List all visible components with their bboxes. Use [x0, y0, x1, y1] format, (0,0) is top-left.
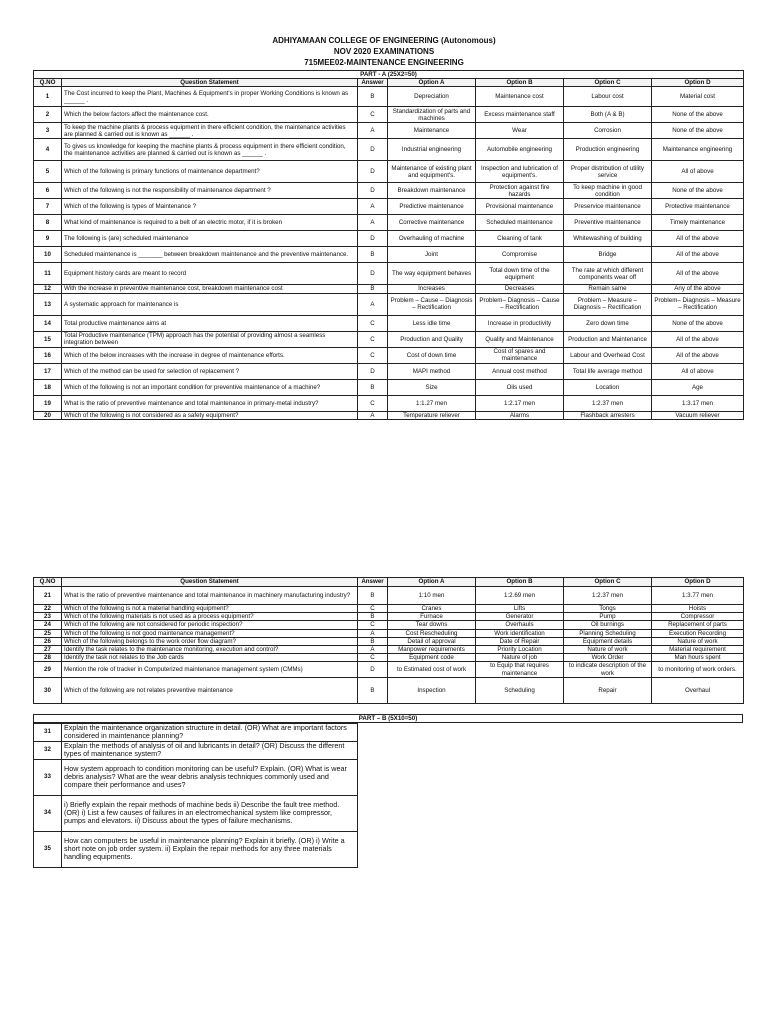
option-a: Industrial engineering [388, 139, 476, 161]
question-statement: To gives us knowledge for keeping the machine plants & process equipment in there efficient condition, the maintenance activities are planned & carried out is known as ______ . [62, 139, 358, 161]
option-c: Equipment details [564, 637, 652, 645]
answer-key: A [358, 629, 388, 637]
option-d: Timely maintenance [652, 215, 744, 231]
col-option-a: Option A [388, 79, 476, 87]
answer-key: B [358, 87, 388, 107]
question-number: 19 [34, 395, 62, 411]
col-option-b: Option B [476, 578, 564, 587]
college-title: ADHIYAMAAN COLLEGE OF ENGINEERING (Autonomous) [272, 36, 496, 45]
option-d: None of the above [652, 107, 744, 123]
option-c: Work Order [564, 654, 652, 662]
question-number: 12 [34, 285, 62, 293]
table-row [34, 215, 744, 231]
question-number: 16 [34, 347, 62, 363]
option-d: Overhaul [652, 677, 744, 703]
option-a: Maintenance [388, 123, 476, 139]
answer-key: D [358, 662, 388, 677]
answer-key: C [358, 605, 388, 613]
option-a: to Estimated cost of work [388, 662, 476, 677]
option-b: Generator [476, 613, 564, 621]
option-a: 1:10 men [388, 587, 476, 605]
answer-key: C [358, 331, 388, 347]
table-row [34, 161, 744, 183]
option-c: 1:2.37 men [564, 587, 652, 605]
option-d: None of the above [652, 183, 744, 199]
option-c: Flashback arresters [564, 411, 652, 419]
question-number: 3 [34, 123, 62, 139]
question-statement: Which of the following belongs to the work order flow diagram? [62, 637, 358, 645]
table-row [34, 621, 744, 629]
answer-key: C [358, 654, 388, 662]
option-a: Equipment code [388, 654, 476, 662]
option-c: Zero down time [564, 315, 652, 331]
option-b: Work identification [476, 629, 564, 637]
table-row [34, 795, 358, 831]
option-c: Repair [564, 677, 652, 703]
option-b: Nature of job [476, 654, 564, 662]
table-row [34, 831, 358, 867]
table-row [34, 613, 744, 621]
table-row [34, 247, 744, 263]
option-a: Problem – Cause – Diagnosis – Rectification [388, 293, 476, 315]
option-d: to monitoring of work orders. [652, 662, 744, 677]
part-b-table [33, 714, 358, 868]
question-statement: Which of the following are not relates preventive maintenance [62, 677, 358, 703]
question-number: 8 [34, 215, 62, 231]
option-d: None of the above [652, 123, 744, 139]
question-number: 5 [34, 161, 62, 183]
question-statement: What is the ratio of preventive maintenance and total maintenance in primary-metal industry? [62, 395, 358, 411]
table-row [34, 379, 744, 395]
option-d: All of above [652, 161, 744, 183]
option-b: Quality and Maintenance [476, 331, 564, 347]
col-qno: Q.NO [34, 79, 62, 87]
option-c: The rate at which different components wear off [564, 263, 652, 285]
question-statement: Which of the below increases with the increase in degree of maintenance efforts. [62, 347, 358, 363]
question-statement: Which of the following is not good maintenance management? [62, 629, 358, 637]
table-row [34, 759, 358, 795]
table-row [34, 139, 744, 161]
question-number: 9 [34, 231, 62, 247]
option-c: Proper distribution of utility service [564, 161, 652, 183]
option-a: 1:1.27 men [388, 395, 476, 411]
option-d: All of the above [652, 331, 744, 347]
mcq-table-1 [33, 70, 744, 420]
option-c: Bridge [564, 247, 652, 263]
option-a: Joint [388, 247, 476, 263]
table-row [34, 199, 744, 215]
option-c: Preventive maintenance [564, 215, 652, 231]
option-b: Inspection and lubrication of equipment's. [476, 161, 564, 183]
question-number: 15 [34, 331, 62, 347]
exam-title: NOV 2020 EXAMINATIONS [333, 47, 435, 56]
question-statement: With the increase in preventive maintenance cost, breakdown maintenance cost [62, 285, 358, 293]
table-row [34, 605, 744, 613]
option-c: To keep machine in good condition [564, 183, 652, 199]
option-b: Total down time of the equipment [476, 263, 564, 285]
option-a: Breakdown maintenance [388, 183, 476, 199]
option-b: Problem– Diagnosis – Cause – Rectification [476, 293, 564, 315]
option-b: 1:2.69 men [476, 587, 564, 605]
option-d: Material cost [652, 87, 744, 107]
option-c: Production engineering [564, 139, 652, 161]
question-statement: i) Briefly explain the repair methods of machine beds ii) Describe the fault tree method. (OR) i) List a few causes of failures in an electromechanical system like compressor, pumps and elevators. ii) Discuss about the types of failure mechanisms. [62, 795, 358, 831]
option-c: Preservice maintenance [564, 199, 652, 215]
option-b: Increase in productivity [476, 315, 564, 331]
answer-key: A [358, 293, 388, 315]
question-number: 11 [34, 263, 62, 285]
question-number: 6 [34, 183, 62, 199]
table-row [34, 315, 744, 331]
col-option-c: Option C [564, 79, 652, 87]
col-option-a: Option A [388, 578, 476, 587]
question-number: 27 [34, 646, 62, 654]
question-statement: Which of the following is primary functions of maintenance department? [62, 161, 358, 183]
option-d: Maintenance engineering [652, 139, 744, 161]
answer-key: B [358, 587, 388, 605]
col-qno: Q.NO [34, 578, 62, 587]
option-d: 1:3.77 men [652, 587, 744, 605]
option-a: Furnace [388, 613, 476, 621]
answer-key: B [358, 379, 388, 395]
table-row [34, 87, 744, 107]
col-question: Question Statement [62, 79, 358, 87]
answer-key: A [358, 646, 388, 654]
answer-key: B [358, 247, 388, 263]
question-statement: A systematic approach for maintenance is [62, 293, 358, 315]
answer-key: D [358, 363, 388, 379]
option-d: Protective maintenance [652, 199, 744, 215]
question-number: 22 [34, 605, 62, 613]
option-c: Remain same [564, 285, 652, 293]
answer-key: C [358, 395, 388, 411]
option-d: Execution Recording [652, 629, 744, 637]
option-a: Cost Rescheduling [388, 629, 476, 637]
question-statement: Mention the role of tracker in Computerized maintenance management system (CMMs) [62, 662, 358, 677]
answer-key: C [358, 107, 388, 123]
option-a: Detail of approval [388, 637, 476, 645]
part-b-title: PART – B (5X10=50) [33, 714, 743, 723]
option-b: Decreases [476, 285, 564, 293]
answer-key: D [358, 263, 388, 285]
table-row [34, 637, 744, 645]
table-row [34, 587, 744, 605]
option-d: Material requirement [652, 646, 744, 654]
option-b: Cleaning of tank [476, 231, 564, 247]
answer-key: B [358, 637, 388, 645]
question-statement: How system approach to condition monitoring can be useful? Explain. (OR) What is wear debris analysis? What are the wear debris analysis techniques commonly used and compare their performance and uses? [62, 759, 358, 795]
option-d: Vacuum reliever [652, 411, 744, 419]
table-row [34, 395, 744, 411]
option-d: Nature of work [652, 637, 744, 645]
question-statement: Which of the following are not considered for periodic inspection? [62, 621, 358, 629]
question-number: 18 [34, 379, 62, 395]
option-a: Production and Quality [388, 331, 476, 347]
option-c: Both (A & B) [564, 107, 652, 123]
option-b: Priority Location [476, 646, 564, 654]
table-row [34, 677, 744, 703]
question-statement: Scheduled maintenance is _______ between breakdown maintenance and the preventive maintenance. [62, 247, 358, 263]
option-b: Overhauls [476, 621, 564, 629]
option-d: Man hours spent [652, 654, 744, 662]
answer-key: A [358, 123, 388, 139]
option-a: Cost of down time [388, 347, 476, 363]
question-number: 28 [34, 654, 62, 662]
option-b: Provisional maintenance [476, 199, 564, 215]
option-a: Overhauling of machine [388, 231, 476, 247]
option-d: Compressor [652, 613, 744, 621]
question-number: 7 [34, 199, 62, 215]
option-a: Inspection [388, 677, 476, 703]
mcq-table-2 [33, 577, 744, 704]
option-d: All of the above [652, 247, 744, 263]
col-answer: Answer [358, 79, 388, 87]
question-number: 34 [34, 795, 62, 831]
table-row [34, 347, 744, 363]
col-option-c: Option C [564, 578, 652, 587]
option-a: Standardization of parts and machines [388, 107, 476, 123]
option-c: Tongs [564, 605, 652, 613]
table-row [34, 662, 744, 677]
option-a: Temperature reliever [388, 411, 476, 419]
option-a: Tear downs [388, 621, 476, 629]
option-d: Hoists [652, 605, 744, 613]
question-statement: Identify the task relates to the maintenance monitoring, execution and control? [62, 646, 358, 654]
option-b: Wear [476, 123, 564, 139]
option-d: Problem– Diagnosis – Measure – Rectification [652, 293, 744, 315]
table-row [34, 293, 744, 315]
table-header [34, 79, 744, 87]
question-number: 23 [34, 613, 62, 621]
answer-key: C [358, 347, 388, 363]
col-option-d: Option D [652, 79, 744, 87]
question-number: 1 [34, 87, 62, 107]
table-row [34, 646, 744, 654]
option-a: MAPI method [388, 363, 476, 379]
option-a: Depreciation [388, 87, 476, 107]
option-d: All of the above [652, 263, 744, 285]
question-statement: Total productive maintenance aims at [62, 315, 358, 331]
option-a: Maintenance of existing plant and equipment's. [388, 161, 476, 183]
answer-key: C [358, 315, 388, 331]
question-statement: Which the below factors affect the maintenance cost. [62, 107, 358, 123]
table-row [34, 231, 744, 247]
option-c: Corrosion [564, 123, 652, 139]
question-statement: Which of the following is not a material handling equipment? [62, 605, 358, 613]
question-statement: What is the ratio of preventive maintenance and total maintenance in machinery manufacturing industry? [62, 587, 358, 605]
option-c: 1:2.37 men [564, 395, 652, 411]
question-number: 4 [34, 139, 62, 161]
question-number: 25 [34, 629, 62, 637]
option-b: Compromise [476, 247, 564, 263]
option-a: Cranes [388, 605, 476, 613]
subject-title: 715MEE02-MAINTENANCE ENGINEERING [304, 58, 464, 67]
option-c: Labour cost [564, 87, 652, 107]
option-d: All of above [652, 363, 744, 379]
table-row [34, 285, 744, 293]
table-row [34, 183, 744, 199]
question-statement: Which of the method can be used for selection of replacement ? [62, 363, 358, 379]
option-c: Planning Scheduling [564, 629, 652, 637]
answer-key: A [358, 215, 388, 231]
question-number: 31 [34, 723, 62, 741]
option-b: Date of Repair [476, 637, 564, 645]
question-statement: Which of the following is not considered as a safety equipment? [62, 411, 358, 419]
option-b: Annual cost method [476, 363, 564, 379]
table-row [34, 629, 744, 637]
question-statement: Which of the following is not the responsibility of maintenance department ? [62, 183, 358, 199]
question-number: 33 [34, 759, 62, 795]
question-statement: Which of the following is types of Maintenance ? [62, 199, 358, 215]
question-number: 30 [34, 677, 62, 703]
option-b: Excess maintenance staff [476, 107, 564, 123]
option-b: Alarms [476, 411, 564, 419]
table-row [34, 741, 358, 759]
option-b: Automobile engineering [476, 139, 564, 161]
table-row [34, 654, 744, 662]
question-number: 2 [34, 107, 62, 123]
option-c: Nature of work [564, 646, 652, 654]
answer-key: D [358, 161, 388, 183]
question-statement: To keep the machine plants & process equipment in there efficient condition, the maintenance activities are planned & carried out is known as ______ . [62, 123, 358, 139]
col-answer: Answer [358, 578, 388, 587]
answer-key: B [358, 613, 388, 621]
table-row [34, 411, 744, 419]
answer-key: D [358, 183, 388, 199]
question-statement: Explain the methods of analysis of oil and lubricants in detail? (OR) Discuss the different types of maintenance system? [62, 741, 358, 759]
table-row [34, 263, 744, 285]
option-a: Manpower requirements [388, 646, 476, 654]
option-d: Age [652, 379, 744, 395]
option-a: Less idle time [388, 315, 476, 331]
option-b: to Equip that requires maintenance [476, 662, 564, 677]
answer-key: B [358, 285, 388, 293]
answer-key: A [358, 411, 388, 419]
col-question: Question Statement [62, 578, 358, 587]
option-b: Protection against fire hazards [476, 183, 564, 199]
option-b: Lifts [476, 605, 564, 613]
option-a: Corrective maintenance [388, 215, 476, 231]
answer-key: B [358, 677, 388, 703]
option-d: 1:3.17 men [652, 395, 744, 411]
option-d: Replacement of parts [652, 621, 744, 629]
table-row [34, 331, 744, 347]
answer-key: D [358, 139, 388, 161]
option-d: None of the above [652, 315, 744, 331]
option-c: Problem – Measure – Diagnosis – Rectification [564, 293, 652, 315]
question-statement: What kind of maintenance is required to a belt of an electric motor, if it is broken [62, 215, 358, 231]
table-row [34, 123, 744, 139]
question-number: 13 [34, 293, 62, 315]
option-d: Any of the above [652, 285, 744, 293]
question-number: 21 [34, 587, 62, 605]
question-number: 35 [34, 831, 62, 867]
answer-key: D [358, 231, 388, 247]
table-row [34, 107, 744, 123]
option-b: 1:2.17 men [476, 395, 564, 411]
option-b: Scheduled maintenance [476, 215, 564, 231]
question-statement: Explain the maintenance organization structure in detail. (OR) What are important factors considered in maintenance planning? [62, 723, 358, 741]
option-d: All of the above [652, 347, 744, 363]
question-statement: Identify the task not relates to the Job cards [62, 654, 358, 662]
question-number: 32 [34, 741, 62, 759]
option-a: Size [388, 379, 476, 395]
option-c: Labour and Overhead Cost [564, 347, 652, 363]
answer-key: C [358, 621, 388, 629]
question-statement: Equipment history cards are meant to record [62, 263, 358, 285]
part-a-title: PART - A (25X2=50) [34, 71, 744, 79]
option-a: Increases [388, 285, 476, 293]
table-row [34, 363, 744, 379]
question-statement: Which of the following is not an important condition for preventive maintenance of a machine? [62, 379, 358, 395]
col-option-d: Option D [652, 578, 744, 587]
question-number: 24 [34, 621, 62, 629]
option-c: Whitewashing of building [564, 231, 652, 247]
question-number: 29 [34, 662, 62, 677]
question-number: 20 [34, 411, 62, 419]
option-c: Oil burnings [564, 621, 652, 629]
option-c: to indicate description of the work [564, 662, 652, 677]
option-c: Pump [564, 613, 652, 621]
option-c: Total life average method [564, 363, 652, 379]
option-b: Scheduling [476, 677, 564, 703]
col-option-b: Option B [476, 79, 564, 87]
option-c: Location [564, 379, 652, 395]
question-statement: The following is (are) scheduled maintenance [62, 231, 358, 247]
option-a: The way equipment behaves [388, 263, 476, 285]
question-number: 10 [34, 247, 62, 263]
question-number: 14 [34, 315, 62, 331]
option-c: Production and Maintenance [564, 331, 652, 347]
option-a: Predictive maintenance [388, 199, 476, 215]
question-statement: The Cost incurred to keep the Plant, Machines & Equipment's in proper Working Conditions is known as ______ . [62, 87, 358, 107]
table-header [34, 578, 744, 587]
question-statement: Total Productive maintenance (TPM) approach has the potential of providing almost a seamless integration between [62, 331, 358, 347]
question-number: 26 [34, 637, 62, 645]
option-b: Maintenance cost [476, 87, 564, 107]
option-d: All of the above [652, 231, 744, 247]
answer-key: A [358, 199, 388, 215]
option-b: Oils used [476, 379, 564, 395]
question-statement: How can computers be useful in maintenance planning? Explain it briefly. (OR) i) Write a short note on job order system. ii) Explain the repair methods for any three materials handling equipments. [62, 831, 358, 867]
question-statement: Which of the following materials is not used as a process equipment? [62, 613, 358, 621]
option-b: Cost of spares and maintenance [476, 347, 564, 363]
table-row [34, 723, 358, 741]
question-number: 17 [34, 363, 62, 379]
